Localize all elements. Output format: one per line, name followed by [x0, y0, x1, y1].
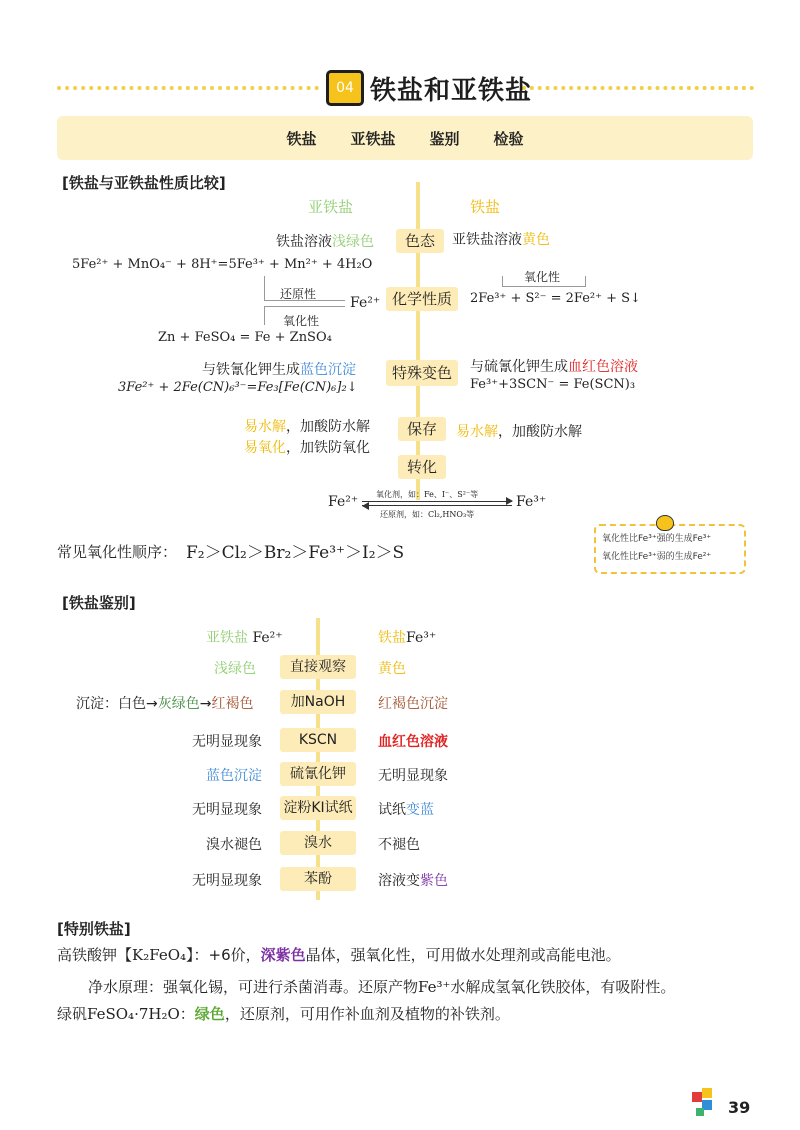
box-special-color: 特殊变色	[386, 360, 458, 386]
result-right: 血红色溶液	[378, 734, 448, 750]
method-ferricyanide: 硫氰化钾	[280, 762, 356, 786]
box-chem-property: 化学性质	[386, 287, 458, 311]
conv-arrow-back	[362, 505, 512, 506]
color-right: 亚铁盐溶液黄色	[452, 232, 550, 248]
id-left-head: 亚铁盐 Fe²⁺	[206, 630, 283, 646]
note-mascot-icon	[656, 515, 674, 531]
special-line-1: 高铁酸钾【K₂FeO₄】：+6价，深紫色晶体，强氧化性，可用做水处理剂或高能电池。	[57, 946, 621, 964]
save-left-2: 易氧化，加铁防氧化	[244, 440, 370, 456]
label-oxid-left: 氧化性	[283, 314, 320, 328]
topic-item: 亚铁盐	[350, 129, 396, 148]
topic-band	[57, 116, 753, 160]
box-storage: 保存	[398, 417, 446, 441]
special-right: 与硫氰化钾生成血红色溶液	[470, 359, 638, 375]
eq-mno4: 5Fe²⁺ + MnO₄⁻ + 8H⁺=5Fe³⁺ + Mn²⁺ + 4H₂O	[72, 257, 373, 272]
special-line-2: 净水原理：强氧化锡，可进行杀菌消毒。还原产物Fe³⁺水解成氢氧化铁胶体，有吸附性。	[88, 978, 676, 996]
order-label: 常见氧化性顺序：	[57, 543, 178, 561]
conv-fe3: Fe³⁺	[516, 494, 547, 510]
result-right: 溶液变紫色	[378, 873, 448, 889]
note-line-2: 氧化性比Fe³⁺弱的生成Fe²⁺	[602, 552, 712, 562]
result-left: 无明显现象	[192, 873, 262, 889]
method-naoh: 加NaOH	[280, 690, 356, 714]
section-title-special: [特别铁盐]	[57, 920, 131, 938]
color-left: 铁盐溶液浅绿色	[276, 234, 374, 250]
conv-top-label: 氧化剂，如：Fe、I⁻、S²⁻等	[376, 490, 479, 499]
topic-item: 鉴别	[429, 129, 460, 148]
result-left: 蓝色沉淀	[206, 768, 262, 784]
conv-arrow-head	[506, 497, 513, 505]
result-right: 黄色	[378, 661, 406, 677]
id-right-head: 铁盐Fe³⁺	[378, 630, 437, 646]
page-logo-icon	[692, 1088, 716, 1118]
topic-item: 铁盐	[286, 129, 317, 148]
special-left: 与铁氰化钾生成蓝色沉淀	[202, 362, 356, 378]
page-number: 39	[728, 1098, 751, 1117]
ferric-head: 铁盐	[470, 198, 501, 216]
order-sequence: F₂＞Cl₂＞Br₂＞Fe³⁺＞I₂＞S	[186, 543, 405, 563]
result-left: 浅绿色	[214, 661, 256, 677]
eq-cn: 3Fe²⁺ + 2Fe(CN)₆³⁻=Fe₃[Fe(CN)₆]₂↓	[118, 380, 358, 395]
result-left: 无明显现象	[192, 802, 262, 818]
eq-s: 2Fe³⁺ + S²⁻ = 2Fe²⁺ + S↓	[470, 291, 641, 306]
conv-fe2: Fe²⁺	[328, 494, 359, 510]
note-line-1: 氧化性比Fe³⁺强的生成Fe³⁺	[602, 534, 712, 544]
result-left: 溴水褪色	[206, 837, 262, 853]
box-color-state: 色态	[396, 229, 444, 253]
conv-arrow-head-back	[362, 502, 369, 510]
method-starch-ki: 淀粉KI试纸	[280, 796, 356, 820]
method-kscn: KSCN	[280, 728, 356, 752]
result-left: 沉淀：白色→灰绿色→红褐色	[76, 696, 254, 712]
result-right: 红褐色沉淀	[378, 696, 448, 712]
label-oxid-right: 氧化性	[524, 270, 561, 284]
ferrous-head: 亚铁盐	[308, 198, 354, 216]
header-dots-right	[522, 86, 754, 90]
eq-scn: Fe³⁺+3SCN⁻ = Fe(SCN)₃	[470, 377, 636, 392]
section-number-badge: 04	[326, 70, 364, 106]
special-line-3: 绿矾FeSO₄·7H₂O：绿色，还原剂，可用作补血剂及植物的补铁剂。	[57, 1005, 510, 1023]
conv-arrow-forward	[362, 501, 512, 502]
note-box	[594, 524, 746, 574]
result-right: 试纸变蓝	[378, 802, 434, 818]
result-right: 不褪色	[378, 837, 420, 853]
conv-bottom-label: 还原剂，如：Cl₂,HNO₃等	[380, 510, 475, 519]
method-phenol: 苯酚	[280, 867, 356, 891]
section-title-comparison: [铁盐与亚铁盐性质比较]	[62, 174, 226, 192]
save-left-1: 易水解，加酸防水解	[244, 419, 370, 435]
fe2-ion: Fe²⁺	[350, 295, 381, 311]
page-title: 铁盐和亚铁盐	[370, 76, 533, 106]
box-conversion: 转化	[398, 455, 446, 479]
header-dots-left	[57, 86, 319, 90]
method-direct-observe: 直接观察	[280, 655, 356, 679]
save-right: 易水解，加酸防水解	[456, 424, 582, 440]
result-right: 无明显现象	[378, 768, 448, 784]
eq-zn: Zn + FeSO₄ = Fe + ZnSO₄	[158, 330, 332, 345]
topic-item: 检验	[493, 129, 524, 148]
section-title-identification: [铁盐鉴别]	[62, 594, 136, 612]
result-left: 无明显现象	[192, 734, 262, 750]
label-reduce: 还原性	[280, 287, 317, 301]
method-bromine-water: 溴水	[280, 831, 356, 855]
